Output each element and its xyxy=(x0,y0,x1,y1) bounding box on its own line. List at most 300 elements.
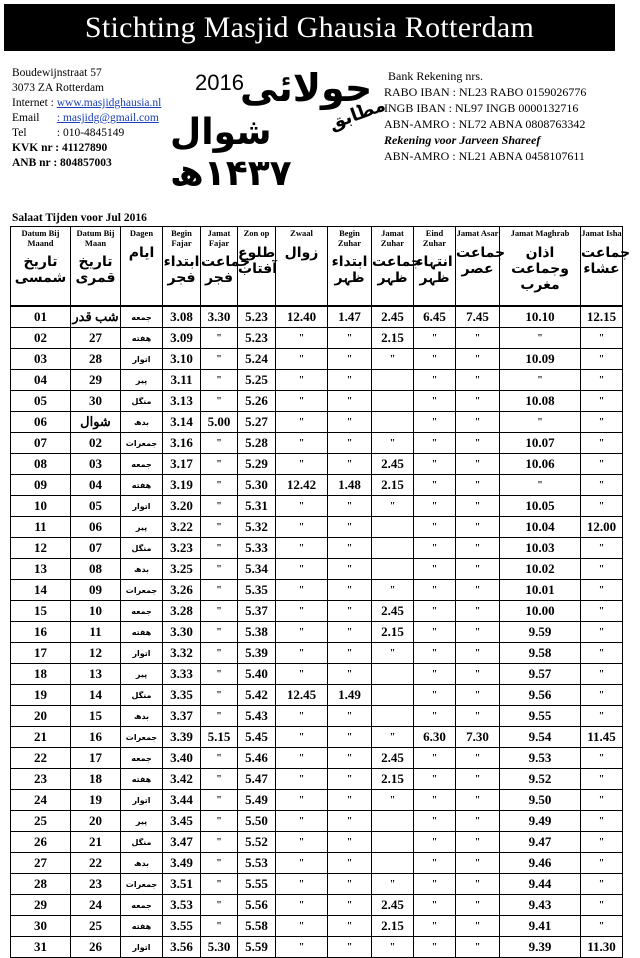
table-row xyxy=(11,727,623,748)
table-cell: 10.04 xyxy=(500,517,581,538)
table-row xyxy=(11,622,623,643)
table-cell: " xyxy=(581,475,623,496)
table-row xyxy=(11,685,623,706)
table-cell: " xyxy=(414,538,456,559)
table-cell: 27 xyxy=(71,328,121,349)
table-cell: 5.40 xyxy=(238,664,276,685)
table-cell xyxy=(372,832,414,853)
table-cell xyxy=(372,811,414,832)
table-cell: 3.25 xyxy=(163,559,201,580)
table-cell: 14 xyxy=(11,580,71,601)
table-cell: " xyxy=(328,370,372,391)
table-cell: 1.49 xyxy=(328,685,372,706)
tel-row xyxy=(12,126,161,141)
table-cell: 5.00 xyxy=(201,412,238,433)
table-cell: هفته xyxy=(121,328,163,349)
table-cell: " xyxy=(276,559,328,580)
table-cell: 3.14 xyxy=(163,412,201,433)
table-cell: " xyxy=(328,496,372,517)
table-cell: 9.50 xyxy=(500,790,581,811)
table-cell: " xyxy=(328,895,372,916)
column-header-urdu: جماعت فجر xyxy=(201,254,251,286)
table-row xyxy=(11,748,623,769)
table-cell: منگل xyxy=(121,832,163,853)
address-block xyxy=(12,66,161,171)
table-cell: " xyxy=(581,601,623,622)
table-cell: 5.37 xyxy=(238,601,276,622)
table-cell: " xyxy=(456,454,500,475)
table-cell: 9.55 xyxy=(500,706,581,727)
address-postcode: 3073 ZA Rotterdam xyxy=(12,82,104,94)
kvk-number: KVK nr : 41127890 xyxy=(12,142,108,154)
table-cell: " xyxy=(328,391,372,412)
table-cell: " xyxy=(414,475,456,496)
table-cell xyxy=(372,370,414,391)
table-cell: 13 xyxy=(71,664,121,685)
table-row xyxy=(11,664,623,685)
table-cell: " xyxy=(414,664,456,685)
table-cell: " xyxy=(456,664,500,685)
table-cell: " xyxy=(372,937,414,958)
table-cell: " xyxy=(372,727,414,748)
column-header xyxy=(456,227,506,307)
table-cell: " xyxy=(456,433,500,454)
table-cell: " xyxy=(581,643,623,664)
table-row xyxy=(11,916,623,937)
table-cell: 5.38 xyxy=(238,622,276,643)
table-cell: " xyxy=(581,748,623,769)
heading-year: 2016 xyxy=(195,70,244,95)
table-cell: 22 xyxy=(11,748,71,769)
table-cell: 5.26 xyxy=(238,391,276,412)
table-cell: 5.23 xyxy=(238,306,276,328)
table-row xyxy=(11,517,623,538)
table-cell: 9.43 xyxy=(500,895,581,916)
table-cell: " xyxy=(414,769,456,790)
table-cell: 19 xyxy=(11,685,71,706)
table-cell: 11.45 xyxy=(581,727,623,748)
table-cell: " xyxy=(456,559,500,580)
table-cell: منگل xyxy=(121,685,163,706)
table-cell: 3.13 xyxy=(163,391,201,412)
table-row xyxy=(11,790,623,811)
table-cell: " xyxy=(276,811,328,832)
table-cell: " xyxy=(581,538,623,559)
table-cell: " xyxy=(276,769,328,790)
table-cell: 6.30 xyxy=(414,727,456,748)
table-cell: جمعرات xyxy=(121,727,163,748)
table-cell: " xyxy=(456,328,500,349)
table-cell: " xyxy=(328,727,372,748)
table-cell: " xyxy=(456,685,500,706)
table-cell: " xyxy=(201,349,238,370)
table-cell: 26 xyxy=(71,937,121,958)
column-header-urdu: ابتداء ظہر xyxy=(331,254,368,286)
table-cell: پير xyxy=(121,370,163,391)
table-cell: 9.54 xyxy=(500,727,581,748)
table-cell: 18 xyxy=(71,769,121,790)
table-cell: 9.44 xyxy=(500,874,581,895)
table-row xyxy=(11,454,623,475)
table-cell: " xyxy=(328,916,372,937)
table-cell: 5.33 xyxy=(238,538,276,559)
table-cell: " xyxy=(414,643,456,664)
table-cell: اتوار xyxy=(121,643,163,664)
table-row xyxy=(11,580,623,601)
table-row xyxy=(11,937,623,958)
table-cell: " xyxy=(201,706,238,727)
table-cell: " xyxy=(581,349,623,370)
table-cell: 2.45 xyxy=(372,601,414,622)
internet-row xyxy=(12,96,161,111)
table-row xyxy=(11,306,623,328)
table-cell: " xyxy=(276,727,328,748)
table-cell: " xyxy=(201,643,238,664)
table-cell: " xyxy=(328,790,372,811)
column-header-label: Jamat Fajar xyxy=(207,228,231,248)
table-cell: " xyxy=(201,916,238,937)
table-cell: 2.15 xyxy=(372,328,414,349)
table-cell: " xyxy=(372,580,414,601)
table-cell xyxy=(372,664,414,685)
prayer-timetable xyxy=(10,226,631,958)
table-cell: " xyxy=(276,370,328,391)
table-cell: 5.24 xyxy=(238,349,276,370)
table-cell: 5.25 xyxy=(238,370,276,391)
column-header-urdu: ایام xyxy=(128,244,155,261)
table-cell: 04 xyxy=(71,475,121,496)
table-cell: " xyxy=(456,496,500,517)
table-row xyxy=(11,874,623,895)
table-row xyxy=(11,769,623,790)
email-row xyxy=(12,111,161,126)
table-cell: " xyxy=(414,454,456,475)
table-cell: 15 xyxy=(11,601,71,622)
column-header-label: Jamat Isha xyxy=(581,228,622,238)
tel-value: : 010-4845149 xyxy=(56,127,125,139)
table-cell: 07 xyxy=(71,538,121,559)
table-cell: 12 xyxy=(71,643,121,664)
column-header-urdu: طلوع آفتاب xyxy=(238,244,278,277)
table-cell: 5.43 xyxy=(238,706,276,727)
table-cell: 16 xyxy=(71,727,121,748)
table-cell: 9.58 xyxy=(500,643,581,664)
table-cell: " xyxy=(201,559,238,580)
table-cell: 13 xyxy=(11,559,71,580)
table-cell: بدھ xyxy=(121,853,163,874)
table-cell: " xyxy=(414,517,456,538)
table-cell: " xyxy=(414,433,456,454)
table-cell: 2.45 xyxy=(372,748,414,769)
table-cell: 7.30 xyxy=(456,727,500,748)
table-cell: 09 xyxy=(71,580,121,601)
table-cell: " xyxy=(201,832,238,853)
table-cell: " xyxy=(276,748,328,769)
table-cell: " xyxy=(500,475,581,496)
website-link[interactable]: www.masjidghausia.nl xyxy=(56,97,162,109)
table-cell: " xyxy=(500,412,581,433)
column-header-label: Dagen xyxy=(129,228,154,238)
timetable-caption: Salaat Tijden voor Jul 2016 xyxy=(12,212,147,224)
column-header-label: Jamat Zuhar xyxy=(380,228,405,248)
table-cell: " xyxy=(414,874,456,895)
table-cell: " xyxy=(581,391,623,412)
table-cell: " xyxy=(456,832,500,853)
table-cell: 3.33 xyxy=(163,664,201,685)
table-cell: 5.15 xyxy=(201,727,238,748)
table-cell: " xyxy=(456,748,500,769)
table-cell: 21 xyxy=(11,727,71,748)
table-cell: " xyxy=(276,706,328,727)
heading-corresponding: مطابق xyxy=(326,94,389,135)
table-cell xyxy=(372,538,414,559)
table-cell: هفته xyxy=(121,475,163,496)
table-cell: " xyxy=(581,853,623,874)
table-cell: " xyxy=(372,643,414,664)
table-header-row xyxy=(11,227,623,307)
table-cell: " xyxy=(276,790,328,811)
table-cell: " xyxy=(414,706,456,727)
table-cell: 10.02 xyxy=(500,559,581,580)
table-cell: 5.59 xyxy=(238,937,276,958)
table-cell: 2.45 xyxy=(372,895,414,916)
column-header-urdu: انتہاء ظہر xyxy=(416,254,453,286)
table-cell: شوال xyxy=(71,412,121,433)
table-cell: " xyxy=(581,328,623,349)
table-cell: " xyxy=(201,748,238,769)
table-cell: " xyxy=(414,916,456,937)
column-header-urdu: جماعت ظہر xyxy=(372,254,422,286)
table-cell: 27 xyxy=(11,853,71,874)
table-cell: 3.19 xyxy=(163,475,201,496)
column-header-label: Begin Zuhar xyxy=(337,228,362,248)
table-cell: 3.49 xyxy=(163,853,201,874)
table-cell: " xyxy=(328,853,372,874)
table-cell: " xyxy=(201,328,238,349)
table-cell: " xyxy=(581,811,623,832)
table-cell: " xyxy=(581,685,623,706)
table-cell: 5.35 xyxy=(238,580,276,601)
table-cell: 3.51 xyxy=(163,874,201,895)
column-header-label: Datum Bij Maan xyxy=(76,228,115,248)
table-cell: 3.30 xyxy=(201,306,238,328)
table-cell: " xyxy=(456,538,500,559)
table-cell: " xyxy=(276,916,328,937)
table-cell: 3.28 xyxy=(163,601,201,622)
table-cell: 3.22 xyxy=(163,517,201,538)
table-cell: 5.47 xyxy=(238,769,276,790)
email-link[interactable]: : masjidg@gmail.com xyxy=(56,112,159,124)
column-header-urdu: ابتداء فجر xyxy=(163,254,200,286)
table-cell: " xyxy=(328,328,372,349)
table-cell: " xyxy=(414,895,456,916)
table-cell: جمعه xyxy=(121,306,163,328)
table-cell: 03 xyxy=(11,349,71,370)
table-cell: 10.00 xyxy=(500,601,581,622)
table-cell: جمعه xyxy=(121,895,163,916)
anb-number: ANB nr : 804857003 xyxy=(12,157,112,169)
table-cell: " xyxy=(456,895,500,916)
table-cell: 06 xyxy=(11,412,71,433)
table-cell: " xyxy=(581,706,623,727)
table-cell: 3.26 xyxy=(163,580,201,601)
table-cell: 02 xyxy=(11,328,71,349)
table-cell: " xyxy=(328,538,372,559)
table-cell: 25 xyxy=(11,811,71,832)
bank-accounts xyxy=(384,68,586,164)
table-cell: " xyxy=(456,412,500,433)
table-cell: " xyxy=(201,391,238,412)
table-cell xyxy=(372,559,414,580)
urdu-month-heading xyxy=(160,64,389,194)
table-cell: " xyxy=(456,853,500,874)
table-cell: " xyxy=(372,433,414,454)
table-cell: پير xyxy=(121,517,163,538)
email-label: Email xyxy=(12,112,40,124)
table-cell: " xyxy=(414,328,456,349)
table-cell: 2.15 xyxy=(372,475,414,496)
table-cell: " xyxy=(328,454,372,475)
table-cell: 5.46 xyxy=(238,748,276,769)
table-cell: 24 xyxy=(11,790,71,811)
column-header-label: Zwaal xyxy=(290,228,313,238)
table-cell: 12.15 xyxy=(581,306,623,328)
table-cell: " xyxy=(414,496,456,517)
column-header-urdu: تاریخ قمری xyxy=(75,254,116,286)
table-cell: " xyxy=(276,874,328,895)
banner-title: Stichting Masjid Ghausia Rotterdam xyxy=(4,4,615,51)
table-cell: 3.08 xyxy=(163,306,201,328)
table-cell: " xyxy=(201,895,238,916)
table-cell: " xyxy=(328,664,372,685)
table-row xyxy=(11,496,623,517)
table-cell: " xyxy=(456,391,500,412)
table-cell: جمعرات xyxy=(121,580,163,601)
table-cell: 5.29 xyxy=(238,454,276,475)
internet-label: Internet : xyxy=(12,97,54,109)
column-header xyxy=(500,227,581,307)
table-cell: " xyxy=(581,895,623,916)
table-cell: 05 xyxy=(71,496,121,517)
table-cell: 9.41 xyxy=(500,916,581,937)
table-cell: 20 xyxy=(71,811,121,832)
table-cell: " xyxy=(456,937,500,958)
table-cell: " xyxy=(581,832,623,853)
table-cell: 5.31 xyxy=(238,496,276,517)
table-cell: " xyxy=(581,769,623,790)
table-cell: " xyxy=(201,517,238,538)
table-cell: 10.05 xyxy=(500,496,581,517)
table-row xyxy=(11,811,623,832)
table-cell: 3.44 xyxy=(163,790,201,811)
table-cell: " xyxy=(456,874,500,895)
table-cell: " xyxy=(276,832,328,853)
table-cell: 11 xyxy=(11,517,71,538)
table-cell: " xyxy=(456,622,500,643)
table-cell: " xyxy=(201,496,238,517)
table-cell: " xyxy=(328,937,372,958)
table-cell: 3.32 xyxy=(163,643,201,664)
column-header-label: Begin Fajar xyxy=(171,228,192,248)
table-cell: " xyxy=(414,349,456,370)
table-cell: بدھ xyxy=(121,706,163,727)
table-body xyxy=(11,306,623,958)
table-cell: 10 xyxy=(71,601,121,622)
table-cell: 10.07 xyxy=(500,433,581,454)
table-cell: " xyxy=(456,517,500,538)
table-cell: 23 xyxy=(71,874,121,895)
table-row xyxy=(11,391,623,412)
table-cell: 01 xyxy=(11,306,71,328)
table-cell: 3.47 xyxy=(163,832,201,853)
table-cell: " xyxy=(201,685,238,706)
table-cell: " xyxy=(581,433,623,454)
column-header xyxy=(372,227,422,307)
table-cell: 3.55 xyxy=(163,916,201,937)
table-cell: 08 xyxy=(71,559,121,580)
table-cell: " xyxy=(328,811,372,832)
table-cell: 28 xyxy=(11,874,71,895)
table-cell: 3.17 xyxy=(163,454,201,475)
table-row xyxy=(11,643,623,664)
table-cell: " xyxy=(328,349,372,370)
table-row xyxy=(11,412,623,433)
table-cell: " xyxy=(276,349,328,370)
table-cell: " xyxy=(456,790,500,811)
table-row xyxy=(11,853,623,874)
table-cell: " xyxy=(581,412,623,433)
table-cell: " xyxy=(328,559,372,580)
table-cell: " xyxy=(456,475,500,496)
table-cell: 5.30 xyxy=(238,475,276,496)
column-header-urdu: جماعت عشاء xyxy=(581,244,631,277)
column-header xyxy=(581,227,631,307)
table-cell: 29 xyxy=(11,895,71,916)
table-row xyxy=(11,328,623,349)
table-cell: 5.50 xyxy=(238,811,276,832)
table-cell: 11.30 xyxy=(581,937,623,958)
table-cell: " xyxy=(581,454,623,475)
table-cell: جمعه xyxy=(121,748,163,769)
table-cell: " xyxy=(328,601,372,622)
table-cell: " xyxy=(414,580,456,601)
table-cell xyxy=(372,706,414,727)
table-cell: بدھ xyxy=(121,412,163,433)
heading-hijri-month: شوال ۱۴۳۷ھ xyxy=(170,112,292,194)
table-cell: 16 xyxy=(11,622,71,643)
table-cell: " xyxy=(372,349,414,370)
table-cell: 9.49 xyxy=(500,811,581,832)
table-cell: " xyxy=(201,454,238,475)
table-cell: " xyxy=(276,538,328,559)
table-cell: 3.11 xyxy=(163,370,201,391)
table-cell: " xyxy=(201,370,238,391)
table-cell: " xyxy=(414,832,456,853)
table-cell: 05 xyxy=(11,391,71,412)
table-cell: " xyxy=(581,622,623,643)
table-cell: " xyxy=(276,853,328,874)
table-cell: " xyxy=(328,706,372,727)
table-cell: " xyxy=(500,370,581,391)
table-cell: اتوار xyxy=(121,937,163,958)
table-cell: 02 xyxy=(71,433,121,454)
table-cell: 3.35 xyxy=(163,685,201,706)
table-cell: " xyxy=(456,349,500,370)
column-header-label: Datum Bij Maand xyxy=(21,228,60,248)
table-row xyxy=(11,559,623,580)
table-cell: 15 xyxy=(71,706,121,727)
table-cell: " xyxy=(581,790,623,811)
